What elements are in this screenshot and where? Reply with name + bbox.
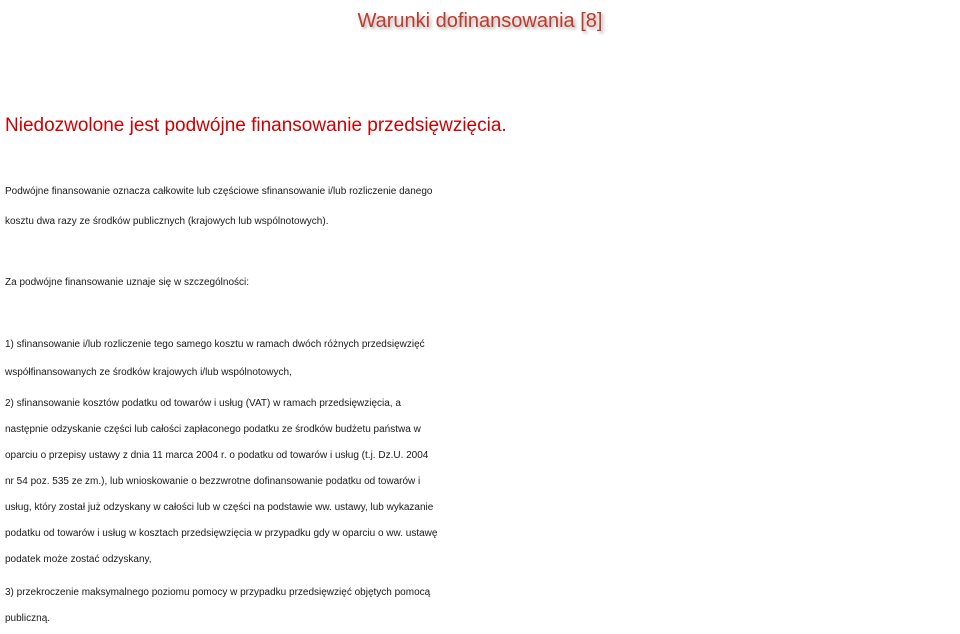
list-item-3 xyxy=(5,580,957,632)
slide-title: Warunki dofinansowania [8] xyxy=(357,10,603,32)
list-item-line: 2) sfinansowanie kosztów podatku od towarów i usług (VAT) w ramach przedsięwzięcia, a xyxy=(5,398,401,409)
list-item-1 xyxy=(5,331,957,387)
definition-line: kosztu dwa razy ze środków publicznych (krajowych lub wspólnotowych). xyxy=(5,216,329,227)
list-item-line: 3) przekroczenie maksymalnego poziomu pomocy w przypadku przedsięwzięć objętych pomocą xyxy=(5,587,431,598)
definition-paragraph xyxy=(5,177,957,237)
list-item-line: oparciu o przepisy ustawy z dnia 11 marca 2004 r. o podatku od towarów i usług (t.j. Dz.U. 2004 xyxy=(5,450,429,461)
list-item-line: następnie odzyskanie części lub całości zapłaconego podatku ze środków budżetu państwa w xyxy=(5,424,421,435)
definition-line: Podwójne finansowanie oznacza całkowite lub częściowe sfinansowanie i/lub rozliczenie danego xyxy=(5,186,433,197)
list-item-line: nr 54 poz. 535 ze zm.), lub wnioskowanie o bezzwrotne dofinansowanie podatku od towarów i xyxy=(5,476,421,487)
list-item-line: 1) sfinansowanie i/lub rozliczenie tego samego kosztu w ramach dwóch różnych przedsięwzięć xyxy=(5,339,425,350)
list-item-line: usług, który został już odzyskany w całości lub w części na podstawie ww. ustawy, lub wykazanie xyxy=(5,502,434,513)
list-item-line: podatku od towarów i usług w kosztach przedsięwzięcia w przypadku gdy w oparciu o ww. ustawę xyxy=(5,528,438,539)
list-item-line: współfinansowanych ze środków krajowych i/lub wspólnotowych, xyxy=(5,367,292,378)
list-item-2 xyxy=(5,391,957,573)
slide-subtitle: Niedozwolone jest podwójne finansowanie przedsięwzięcia. xyxy=(5,115,507,136)
intro-line: Za podwójne finansowanie uznaje się w szczególności: xyxy=(5,277,250,288)
list-item-line: podatek może zostać odzyskany, xyxy=(5,554,152,565)
intro-paragraph xyxy=(5,268,957,298)
list-item-line: publiczną. xyxy=(5,613,51,624)
